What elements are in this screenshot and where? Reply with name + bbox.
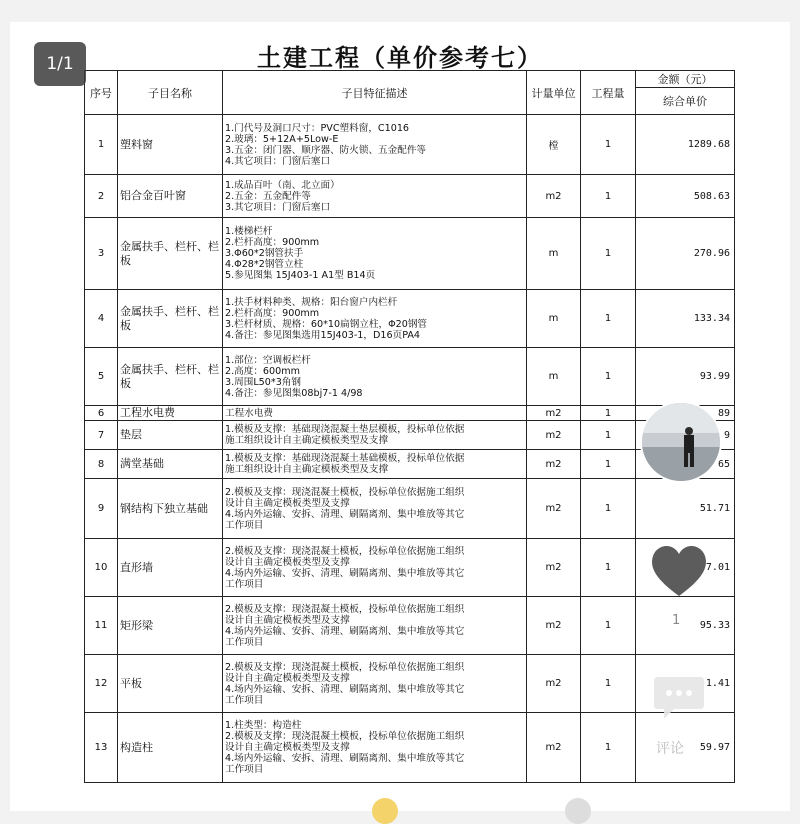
- row-name: 满堂基础: [118, 450, 223, 479]
- row-qty: 1: [581, 175, 636, 218]
- desc-line: 施工组织设计自主确定模板类型及支撑: [225, 435, 389, 446]
- row-unit: m2: [527, 450, 581, 479]
- desc-line: 工作项目: [225, 578, 264, 590]
- row-desc: [223, 450, 527, 479]
- row-desc: [223, 406, 527, 421]
- row-desc: [223, 290, 527, 348]
- desc-line: 2.高度：600mm: [225, 365, 300, 377]
- row-name: 塑料窗: [118, 115, 223, 175]
- desc-line: 2.模板及支撑：现浇混凝土模板，投标单位依据施工组织: [225, 603, 465, 615]
- row-unit: m: [527, 218, 581, 290]
- row-seq: 6: [85, 406, 118, 421]
- desc-line: 设计自主确定模板类型及支撑: [225, 614, 350, 626]
- row-qty: 1: [581, 290, 636, 348]
- row-name: 构造柱: [118, 713, 223, 783]
- row-qty: 1: [581, 539, 636, 597]
- row-name: 矩形梁: [118, 597, 223, 655]
- desc-line: 设计自主确定模板类型及支撑: [225, 497, 350, 509]
- desc-line: 施工组织设计自主确定模板类型及支撑: [225, 464, 389, 475]
- row-unit: 樘: [527, 115, 581, 175]
- like-count: 1: [672, 613, 681, 628]
- table-row: [85, 175, 735, 218]
- desc-line: 4.场内外运输、安拆、清理、刷隔离剂、集中堆放等其它: [225, 683, 465, 695]
- table-row: [85, 479, 735, 539]
- row-desc: [223, 115, 527, 175]
- desc-line: 1.门代号及洞口尺寸：PVC塑料窗，C1016: [225, 122, 410, 134]
- table-body: [85, 115, 735, 783]
- table-row: [85, 713, 735, 783]
- table-row: [85, 450, 735, 479]
- table-row: [85, 539, 735, 597]
- desc-line: 4.场内外运输、安拆、清理、刷隔离剂、集中堆放等其它: [225, 753, 465, 764]
- row-unit-price: 9: [636, 421, 735, 450]
- desc-line: 工作项目: [225, 519, 264, 531]
- row-desc: [223, 175, 527, 218]
- row-seq: 7: [85, 421, 118, 450]
- row-seq: 11: [85, 597, 118, 655]
- header-name: 子目名称: [118, 71, 223, 115]
- desc-line: 4.场内外运输、安拆、清理、刷隔离剂、集中堆放等其它: [225, 567, 465, 579]
- row-qty: 1: [581, 713, 636, 783]
- row-name: 钢结构下独立基础: [118, 479, 223, 539]
- desc-line: 设计自主确定模板类型及支撑: [225, 742, 350, 753]
- row-unit: m2: [527, 175, 581, 218]
- price-table: [84, 70, 735, 783]
- row-desc: [223, 218, 527, 290]
- desc-line: 4.其它项目：门窗后塞口: [225, 155, 331, 167]
- page-indicator: 1/1: [34, 42, 86, 86]
- header-desc: 子目特征描述: [223, 71, 527, 115]
- comment-icon: [652, 673, 706, 721]
- row-seq: 10: [85, 539, 118, 597]
- row-unit: m2: [527, 479, 581, 539]
- row-qty: 1: [581, 597, 636, 655]
- row-unit-price: 270.96: [636, 218, 735, 290]
- table-row: [85, 421, 735, 450]
- desc-line: 2.模板及支撑：现浇混凝土模板，投标单位依据施工组织: [225, 486, 465, 498]
- desc-line: 2.栏杆高度：900mm: [225, 307, 320, 319]
- row-unit: m2: [527, 713, 581, 783]
- desc-line: 3.Φ60*2钢管扶手: [225, 248, 304, 259]
- row-qty: 1: [581, 655, 636, 713]
- desc-line: 设计自主确定模板类型及支撑: [225, 556, 350, 568]
- comment-label: 评论: [656, 741, 684, 757]
- row-qty: 1: [581, 450, 636, 479]
- bottom-action-icon[interactable]: [372, 798, 398, 824]
- author-avatar[interactable]: [640, 401, 722, 483]
- desc-line: 1.模板及支撑：基础现浇混凝土垫层模板，投标单位依据: [225, 424, 465, 435]
- row-unit-price: 95.33: [636, 597, 735, 655]
- table-row: [85, 218, 735, 290]
- table-row: [85, 597, 735, 655]
- header-amount: 金额（元）: [636, 71, 735, 88]
- desc-line: 4.Φ28*2钢管立柱: [225, 259, 304, 270]
- row-seq: 2: [85, 175, 118, 218]
- row-seq: 1: [85, 115, 118, 175]
- desc-line: 1.楼梯栏杆: [225, 226, 273, 237]
- table-row: [85, 115, 735, 175]
- row-name: 直形墙: [118, 539, 223, 597]
- desc-line: 1.扶手材料种类、规格：阳台窗户内栏杆: [225, 296, 398, 308]
- row-qty: 1: [581, 115, 636, 175]
- desc-line: 3.周围L50*3角钢: [225, 376, 301, 388]
- row-desc: [223, 479, 527, 539]
- desc-line: 4.场内外运输、安拆、清理、刷隔离剂、集中堆放等其它: [225, 625, 465, 637]
- table-row: [85, 406, 735, 421]
- row-unit-price: 7.01: [636, 539, 735, 597]
- row-unit-price: 1.41: [636, 655, 735, 713]
- row-unit-price: 89: [636, 406, 735, 421]
- comment-button[interactable]: [652, 673, 706, 721]
- header-unit-price: 综合单价: [636, 88, 735, 115]
- document-title: 土建工程（单价参考七）: [257, 43, 543, 72]
- row-name: 金属扶手、栏杆、栏板: [118, 218, 223, 290]
- table-row: [85, 290, 735, 348]
- row-name: 铝合金百叶窗: [118, 175, 223, 218]
- row-desc: [223, 713, 527, 783]
- desc-line: 工程水电费: [225, 407, 273, 419]
- row-seq: 13: [85, 713, 118, 783]
- row-unit-price: 133.34: [636, 290, 735, 348]
- row-seq: 4: [85, 290, 118, 348]
- desc-line: 2.模板及支撑：现浇混凝土模板，投标单位依据施工组织: [225, 661, 465, 673]
- row-seq: 8: [85, 450, 118, 479]
- row-unit: m2: [527, 421, 581, 450]
- row-desc: [223, 597, 527, 655]
- row-unit: m2: [527, 597, 581, 655]
- header-seq: 序号: [85, 71, 118, 115]
- like-button[interactable]: [647, 540, 711, 600]
- row-unit-price: 65: [636, 450, 735, 479]
- row-desc: [223, 348, 527, 406]
- row-unit-price: 508.63: [636, 175, 735, 218]
- row-desc: [223, 539, 527, 597]
- desc-line: 2.玻璃：5+12A+5Low-E: [225, 133, 339, 145]
- row-qty: 1: [581, 406, 636, 421]
- desc-line: 5.参见图集 15J403-1 A1型 B14页: [225, 270, 376, 281]
- row-unit: m: [527, 348, 581, 406]
- row-qty: 1: [581, 218, 636, 290]
- row-unit: m2: [527, 655, 581, 713]
- row-desc: [223, 421, 527, 450]
- desc-line: 设计自主确定模板类型及支撑: [225, 672, 350, 684]
- row-unit: m2: [527, 406, 581, 421]
- row-name: 垫层: [118, 421, 223, 450]
- desc-line: 4.备注：参见图集08bj7-1 4/98: [225, 387, 363, 399]
- desc-line: 2.模板及支撑：现浇混凝土模板，投标单位依据施工组织: [225, 731, 465, 742]
- header-unit: 计量单位: [527, 71, 581, 115]
- row-unit-price: 93.99: [636, 348, 735, 406]
- row-name: 平板: [118, 655, 223, 713]
- desc-line: 2.栏杆高度：900mm: [225, 237, 320, 248]
- row-seq: 9: [85, 479, 118, 539]
- desc-line: 4.备注：参见图集选用15J403-1，D16页PA4: [225, 329, 421, 341]
- row-name: 金属扶手、栏杆、栏板: [118, 290, 223, 348]
- row-qty: 1: [581, 479, 636, 539]
- row-qty: 1: [581, 348, 636, 406]
- header-qty: 工程量: [581, 71, 636, 115]
- row-desc: [223, 655, 527, 713]
- desc-line: 工作项目: [225, 764, 264, 775]
- row-name: 金属扶手、栏杆、栏板: [118, 348, 223, 406]
- desc-line: 1.柱类型：构造柱: [225, 720, 302, 731]
- row-seq: 3: [85, 218, 118, 290]
- bottom-action-icon[interactable]: [565, 798, 591, 824]
- desc-line: 4.场内外运输、安拆、清理、刷隔离剂、集中堆放等其它: [225, 508, 465, 520]
- table-row: [85, 348, 735, 406]
- row-unit-price: 51.71: [636, 479, 735, 539]
- row-qty: 1: [581, 421, 636, 450]
- row-unit-price: 1289.68: [636, 115, 735, 175]
- desc-line: 2.模板及支撑：现浇混凝土模板，投标单位依据施工组织: [225, 545, 465, 557]
- desc-line: 3.栏杆材质、规格：60*10扁钢立柱，Φ20钢管: [225, 318, 428, 330]
- desc-line: 1.成品百叶（南、北立面）: [225, 179, 340, 191]
- row-unit: m2: [527, 539, 581, 597]
- heart-icon: [647, 540, 711, 600]
- desc-line: 1.部位：空调板栏杆: [225, 354, 311, 366]
- row-unit: m: [527, 290, 581, 348]
- row-seq: 12: [85, 655, 118, 713]
- row-unit-price: 59.97: [636, 713, 735, 783]
- desc-line: 工作项目: [225, 694, 264, 706]
- row-name: 工程水电费: [118, 406, 223, 421]
- price-table-wrapper: [84, 70, 734, 783]
- avatar-photo: [642, 403, 720, 481]
- table-row: [85, 655, 735, 713]
- desc-line: 3.其它项目：门窗后塞口: [225, 201, 331, 213]
- desc-line: 3.五金：闭门器、顺序器、防火锁、五金配件等: [225, 144, 427, 156]
- desc-line: 2.五金：五金配件等: [225, 190, 311, 202]
- desc-line: 工作项目: [225, 636, 264, 648]
- desc-line: 1.模板及支撑：基础现浇混凝土基础模板，投标单位依据: [225, 453, 465, 464]
- row-seq: 5: [85, 348, 118, 406]
